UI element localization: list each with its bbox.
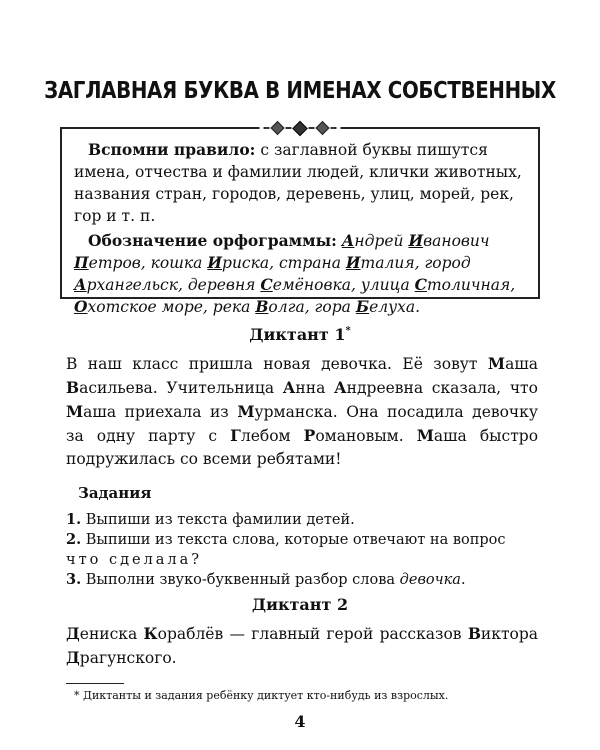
- orthogram-capital-letter: А: [74, 275, 87, 294]
- capital-letter: Д: [66, 624, 80, 643]
- text-segment: иктора: [480, 625, 539, 643]
- orthogram-label: Обозначение орфограммы:: [88, 231, 337, 250]
- capital-letter: К: [143, 624, 158, 643]
- ornament-diamond-icon: [270, 121, 284, 135]
- text-segment: омановым.: [315, 427, 417, 445]
- tasks-heading: Задания: [78, 484, 152, 502]
- rule-paragraph: [74, 139, 528, 227]
- page-number: 4: [294, 712, 306, 731]
- text-segment: ндреевна сказала, что: [346, 379, 538, 397]
- orthogram-capital-letter: О: [74, 297, 88, 316]
- text-segment: ораблёв — главный герой рассказов: [157, 625, 468, 643]
- rule-label: Вспомни правило:: [88, 140, 256, 159]
- orthogram-capital-letter: С: [414, 275, 427, 294]
- dictation-1-title: Диктант 1*: [249, 325, 351, 344]
- text-segment: ениска: [79, 625, 144, 643]
- text-segment: асильева. Учительница: [79, 379, 283, 397]
- orthogram-capital-letter: П: [74, 253, 89, 272]
- page-title: ЗАГЛАВНАЯ БУКВА В ИМЕНАХ СОБСТВЕННЫХ: [44, 78, 556, 104]
- footnote: * Диктанты и задания ребёнку диктует кто-нибудь из взрослых.: [74, 689, 449, 702]
- ornament: [260, 120, 341, 136]
- text-segment: рагунского.: [79, 649, 177, 667]
- dictation-1-text: [66, 352, 538, 471]
- orthogram-capital-letter: И: [345, 253, 361, 272]
- orthogram-capital-letter: Б: [355, 297, 370, 316]
- capital-letter: М: [487, 354, 506, 373]
- task-item-3: 3. Выполни звуко-буквенный разбор слова девочка.: [66, 571, 466, 588]
- capital-letter: А: [282, 378, 296, 397]
- footnote-mark: *: [345, 325, 351, 337]
- rule-text: [74, 139, 528, 321]
- capital-letter: Р: [303, 426, 316, 445]
- orthogram-capital-letter: С: [260, 275, 273, 294]
- rule-box: [60, 127, 540, 316]
- rule-body: с заглавной буквы пишутся имена, отчества и фамилии людей, клички животных, названия стран, городов, деревень, улиц, морей, рек, гор и т. п.: [74, 141, 522, 225]
- orthogram-capital-letter: И: [408, 231, 424, 250]
- orthogram-paragraph: [74, 230, 528, 318]
- orthogram-capital-letter: А: [341, 231, 355, 250]
- ornament-diamond-icon: [315, 121, 329, 135]
- text-segment: аша приехала из: [83, 403, 238, 421]
- dictation-2-text: [66, 622, 538, 670]
- text-segment: аша: [505, 355, 538, 373]
- footnote-divider: [66, 683, 124, 684]
- capital-letter: М: [66, 402, 84, 421]
- orthogram-capital-letter: И: [207, 253, 223, 272]
- text-segment: лебом: [240, 427, 304, 445]
- task-item-1: 1. Выпиши из текста фамилии детей.: [66, 511, 355, 528]
- ornament-center-icon: [292, 120, 308, 136]
- text-segment: аша быстро подружилась со всеми ребятами!: [66, 427, 539, 468]
- text-segment: нна: [295, 379, 335, 397]
- capital-letter: А: [334, 378, 347, 397]
- text-segment: урманска. Она посадила девочку за одну парту с: [66, 403, 538, 445]
- capital-letter: М: [416, 426, 434, 445]
- orthogram-capital-letter: В: [255, 297, 269, 316]
- text-segment: В наш класс пришла новая девочка. Её зовут: [66, 355, 488, 373]
- capital-letter: Д: [66, 648, 80, 667]
- capital-letter: Г: [230, 426, 241, 445]
- capital-letter: В: [467, 624, 481, 643]
- task-item-2: 2. Выпиши из текста слова, которые отвечают на вопрос что сделала?: [66, 531, 506, 568]
- dictation-2-title: Диктант 2: [251, 595, 349, 614]
- capital-letter: М: [237, 402, 255, 421]
- capital-letter: В: [66, 378, 80, 397]
- orthogram-examples: Андрей Иванович Петров, кошка Ириска, страна Италия, город Архангельск, деревня Семёновка, улица Столичная, Охотское море, река Волга, гора Белуха.: [74, 231, 516, 316]
